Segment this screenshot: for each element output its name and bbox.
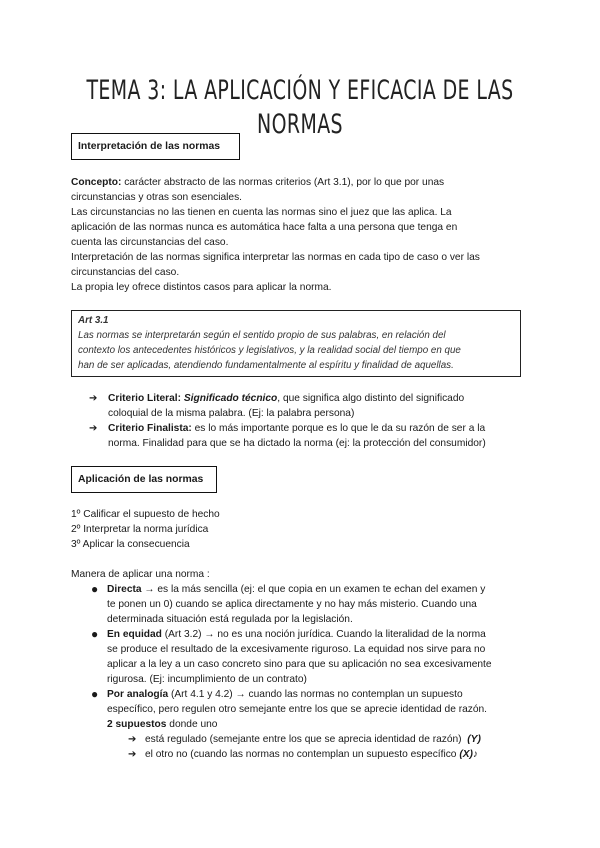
method-label: Por analogía <box>107 689 169 700</box>
method-directa <box>89 582 529 627</box>
supuestos-list <box>107 732 529 762</box>
concept-line: circunstancias del caso. <box>71 267 180 278</box>
supuesto-tag: (Y) <box>467 734 481 745</box>
step-item: 3º Aplicar la consecuencia <box>71 539 190 550</box>
concept-line: cuenta las circunstancias del caso. <box>71 237 229 248</box>
article-quote-box <box>71 310 521 377</box>
supuesto-tag: (X) <box>459 749 473 760</box>
note-icon: ♪ <box>472 749 479 760</box>
section-heading-text: Aplicación de las normas <box>78 474 204 485</box>
supuesto-item <box>128 732 529 747</box>
criterion-label: Criterio Literal: <box>108 393 182 404</box>
bullet-icon: ● <box>91 582 99 596</box>
criteria-list <box>89 391 529 451</box>
supuestos-label: 2 supuestos <box>107 719 167 730</box>
criterion-text: es lo más importante porque es lo que le da su razón de ser a la <box>191 423 486 434</box>
criterion-text: , que significa algo distinto del significado <box>277 393 465 404</box>
method-label: En equidad <box>107 629 162 640</box>
concept-line: Las circunstancias no las tienen en cuenta las normas sino el juez que las aplica. La <box>71 207 452 218</box>
criterion-literal <box>89 391 529 421</box>
concept-line: circunstancias y otras son esenciales. <box>71 192 243 203</box>
method-text: donde uno <box>166 719 218 730</box>
criterion-text: coloquial de la misma palabra. (Ej: la palabra persona) <box>108 408 355 419</box>
method-text: te ponen un 0) cuando se aplica directamente y no hay más misterio. Cuando una <box>107 599 477 610</box>
concept-line <box>71 175 531 190</box>
page-title: TEMA 3: LA APLICACIÓN Y EFICACIA DE LAS NORMAS <box>86 75 514 140</box>
manner-intro: Manera de aplicar una norma : <box>71 569 210 580</box>
article-heading: Art 3.1 <box>78 315 109 326</box>
bullet-icon: ● <box>91 687 99 701</box>
concept-line: Interpretación de las normas significa interpretar las normas en cada tipo de caso o ver las <box>71 252 480 263</box>
article-line: contexto los antecedentes históricos y legislativos, y la realidad social del tiempo en que <box>78 345 461 356</box>
method-text: → es la más sencilla (ej: el que copia en un examen te echan del examen y <box>141 584 486 595</box>
concept-paragraph <box>71 175 531 295</box>
section-heading-application <box>71 466 217 493</box>
method-equidad <box>89 627 529 687</box>
method-text: (Art 3.2) → no es una noción jurídica. Cuando la literalidad de la norma <box>161 629 486 640</box>
method-text: rigurosa. (Ej: incumplimiento de un contrato) <box>107 674 307 685</box>
supuesto-text: está regulado (semejante entre los que se aprecia identidad de razón) <box>145 734 462 745</box>
method-analogia <box>89 687 529 762</box>
method-label: Directa <box>107 584 142 595</box>
arrow-icon: ➔ <box>128 734 137 745</box>
criterion-text: norma. Finalidad para que se ha dictado la norma (ej: la protección del consumidor) <box>108 438 486 449</box>
step-item: 1º Calificar el supuesto de hecho <box>71 509 220 520</box>
arrow-icon: ➔ <box>128 749 137 760</box>
article-line: han de ser aplicadas, atendiendo fundamentalmente al espíritu y finalidad de aquellas. <box>78 360 454 371</box>
concept-label: Concepto: <box>71 177 122 188</box>
supuesto-text: el otro no (cuando las normas no contemplan un supuesto específico <box>145 749 457 760</box>
criterion-finalista <box>89 421 529 451</box>
concept-line: aplicación de las normas nunca es automática hace falta a una persona que tenga en <box>71 222 458 233</box>
arrow-icon: ➔ <box>89 423 98 434</box>
step-item: 2º Interpretar la norma jurídica <box>71 524 209 535</box>
section-heading-interpretation <box>71 133 240 160</box>
bullet-icon: ● <box>91 627 99 641</box>
method-text: aplicar a la ley a un caso concreto sino para que su aplicación no sea excesivamente <box>107 659 492 670</box>
criterion-emphasis: Significado técnico <box>183 393 278 404</box>
criterion-label: Criterio Finalista: <box>108 423 192 434</box>
methods-list <box>89 582 529 762</box>
method-text: (Art 4.1 y 4.2) → cuando las normas no contemplan un supuesto <box>168 689 463 700</box>
arrow-icon: ➔ <box>89 393 98 404</box>
section-heading-text: Interpretación de las normas <box>78 141 221 152</box>
article-line: Las normas se interpretarán según el sentido propio de sus palabras, en relación del <box>78 330 446 341</box>
concept-line: La propia ley ofrece distintos casos para aplicar la norma. <box>71 282 332 293</box>
method-text: específico, pero regulen otro semejante entre los que se aprecie identidad de razón. <box>107 704 488 715</box>
steps-list <box>71 507 531 552</box>
method-text: determinada situación está regulada por la legislación. <box>107 614 353 625</box>
supuesto-item <box>128 747 529 762</box>
concept-text: carácter abstracto de las normas criterios (Art 3.1), por lo que por unas <box>121 177 445 188</box>
method-text: se produce el resultado de la excesivamente riguroso. La equidad nos sirve para no <box>107 644 486 655</box>
